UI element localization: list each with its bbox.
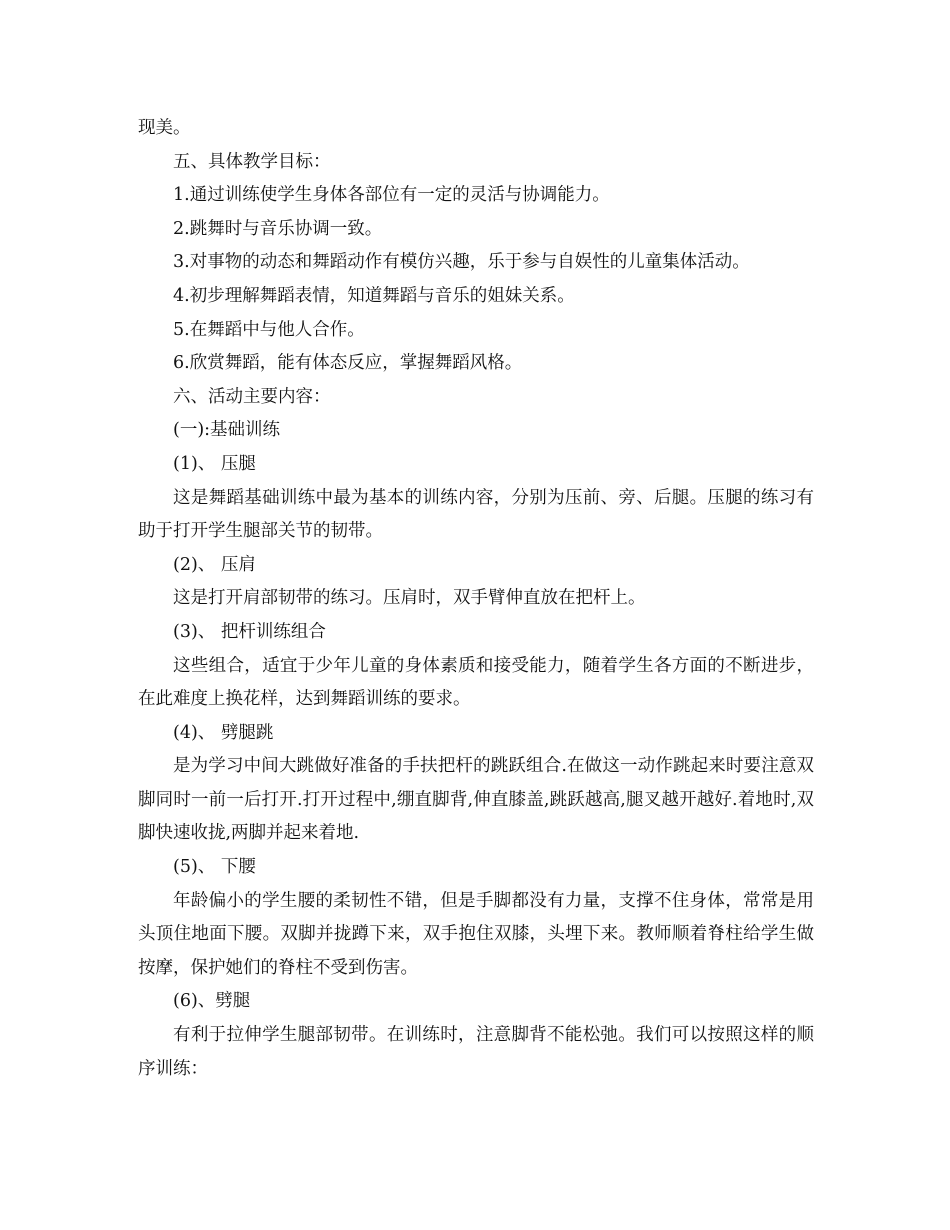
goal-item-2: 2.跳舞时与音乐协调一致。 [173, 218, 383, 239]
subsection-heading-basic-training: (一):基础训练 [173, 420, 281, 441]
goal-item-6: 6.欣赏舞蹈，能有体态反应，掌握舞蹈风格。 [173, 353, 523, 374]
section-heading-teaching-goals: 五、具体教学目标： [173, 151, 331, 172]
text-line-continuation: 现美。 [138, 118, 191, 138]
paragraph-shoulder-press: 这是打开肩部韧带的练习。压肩时，双手臂伸直放在把杆上。 [173, 588, 646, 609]
paragraph-barre-combo: 这些组合，适宜于少年儿童的身体素质和接受能力，随着学生各方面的不断进步，在此难度上换花样，达到舞蹈训练的要求。 [138, 655, 814, 710]
item-heading-splits: (6)、劈腿 [173, 991, 251, 1012]
paragraph-back-bend: 年龄偏小的学生腰的柔韧性不错，但是手脚都没有力量，支撑不住身体，常常是用头顶住地面下腰。双脚并拢蹲下来，双手抱住双膝，头埋下来。教师顺着脊柱给学生做按摩，保护她们的脊柱不受到伤害。 [138, 890, 814, 978]
goal-item-1: 1.通过训练使学生身体各部位有一定的灵活与协调能力。 [173, 185, 610, 206]
item-heading-back-bend: (5)、 下腰 [173, 857, 256, 878]
paragraph-splits: 有利于拉伸学生腿部韧带。在训练时，注意脚背不能松弛。我们可以按照这样的顺序训练： [138, 1025, 814, 1079]
goal-item-5: 5.在舞蹈中与他人合作。 [173, 319, 365, 340]
section-heading-activity-content: 六、活动主要内容： [173, 386, 331, 407]
paragraph-split-jump: 是为学习中间大跳做好准备的手扶把杆的跳跃组合.在做这一动作跳起来时要注意双脚同时一前一后打开.打开过程中,绷直脚背,伸直膝盖,跳跃越高,腿叉越开越好.着地时,双脚快速收拢,两脚并起来着地. [138, 756, 814, 844]
item-heading-barre-combo: (3)、 把杆训练组合 [173, 621, 326, 642]
goal-item-4: 4.初步理解舞蹈表情，知道舞蹈与音乐的姐妹关系。 [173, 285, 575, 306]
paragraph-leg-press: 这是舞蹈基础训练中最为基本的训练内容，分别为压前、旁、后腿。压腿的练习有助于打开学生腿部关节的韧带。 [138, 487, 814, 542]
goal-item-3: 3.对事物的动态和舞蹈动作有模仿兴趣，乐于参与自娱性的儿童集体活动。 [173, 252, 750, 273]
item-heading-shoulder-press: (2)、 压肩 [173, 554, 256, 575]
document-body [138, 112, 814, 1086]
item-heading-split-jump: (4)、 劈腿跳 [173, 722, 274, 743]
item-heading-leg-press: (1)、 压腿 [173, 453, 256, 474]
